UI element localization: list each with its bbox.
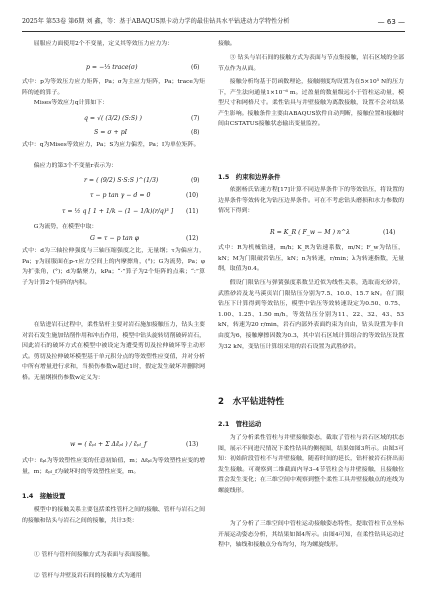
equation-12: G = τ − p tan φ: [90, 235, 139, 242]
equation-10: τ − p tan γ − d = 0: [90, 192, 151, 199]
section-heading-1-4: 1.4 接触设置: [22, 492, 66, 500]
header-citation: 2025年 第53卷 第6期 刘 鑫，等：基于ABAQUS黑卡动力学的最佳钻具水平钻进动力学特性分析: [22, 18, 290, 25]
equation-number-10: (10): [186, 192, 199, 199]
section-heading-2: 2 水平钻进特性: [218, 397, 285, 407]
paragraph-third-invariant: 偏应力的第3个不变量r表示为：: [33, 163, 117, 169]
paragraph-young-equation: 依据杨氏钻速方程[17]计算不同边界条件下的等效钻压，将设置的边界条件等效转化为钻压边界条件。可在不考虑钻头磨损和水力参数的情况下得到：: [218, 187, 404, 215]
equation-9: r = ( (9/2) S·S:S )^(1/3): [84, 177, 159, 184]
paragraph-eq13-definitions: 式中：ε̄ₚₗ为等效塑性应变的任意初始值，m；Δε̄ₚₗ为等效塑性应变的增量，m；ε̄ₚₗ_f为破坏时的等效塑性应变，m。: [22, 458, 205, 475]
paragraph-contact-2-cont: 接触。: [218, 41, 236, 47]
equation-14: R = K_R ( F_w − M ) n^λ: [270, 229, 351, 236]
equation-6: p = −⅓ trace(σ): [86, 64, 138, 71]
paragraph-eq14-definitions: 式中：R为机械钻速，m/h；K_R为钻速系数，m/N；F_w为钻压，kN；M为门限破岩钻压，kN；n为转速，r/min；λ为转速指数，无量纲，取值为0.4。: [218, 245, 404, 273]
equation-11: τ = ½ q [ 1 + 1/k − (1 − 1/k)(r/q)³ ]: [62, 208, 174, 215]
equation-number-6: (6): [191, 64, 200, 71]
paragraph-penalty: 接触分析均基于罚函数理论，接触刚度均设置为在5×10⁵ N的压力下，产生法向通量1×10⁻⁶ m。过盈量的数量级远小于管柱运动量，模型尺寸和网格尺寸。柔性钻具与井壁接触为离散接触，设置不会对结果产生影响。接触条件主要由ABAQUS软件自动判断，接触位置和接触时间由CSTATUS接触状态输出变量监控。: [218, 79, 404, 128]
paragraph-contact-intro: 模型中的接触关系主要包括柔性管杆之间的接触、管杆与岩石之间的接触和钻头与岩石之间的接触，共计3类：: [22, 507, 205, 524]
section-heading-1-5: 1.5 约束和边界条件: [218, 173, 281, 181]
paragraph-contact-3: ③ 钻头与岩石间的接触方式为表面与节点集接触，岩石区域的全部节点作为从面。: [218, 55, 404, 72]
paragraph-damage-model: 在钻进岩石过程中，柔性钻杆主要对岩石施加接触压力，钻头主要对岩石发生施加钻削作用和冲击作用，模型中钻头旋转切削破碎岩石，因此岩石的破坏方式在模型中被设定为遭受剪切及拉伸破坏等主动形式。剪切及拉伸破坏模型基于单元积分点的等效塑性应变值，并对分析中所有增量进行求和，当损伤参数w超过1时，假定发生破坏并删除网格。无量纲损伤参数w定义为：: [22, 322, 205, 381]
equation-7: q = √( (3/2) (S:S) ): [84, 115, 142, 122]
equation-8: S = σ + pI: [94, 129, 128, 136]
paragraph-eq12-definitions: 式中：d为三轴拉伸强度与三轴压缩强度之比，无量纲；τ为偏应力，Pa；γ为屈服面在p-τ应力空间上的内摩擦角，(°)；G为流势，Pa；φ为扩张角，(°)；d为黏聚力，kPa；“·”算子为2个矩阵的点乘；“:”算子为计算2个矩阵的内积。: [22, 248, 205, 286]
equation-number-8: (8): [191, 129, 200, 136]
equation-number-7: (7): [191, 115, 200, 122]
equation-13: w = ( ε̄ₚₗ + Σ Δε̄ₚₗ ) / ε̄ₚₗ_f: [70, 441, 147, 448]
paragraph-3d-motion: 为了分析了三维空间中管柱运动接触姿态特性，提取管柱节点坐标开展运动姿态分析，其结果如图4所示。由图4可知，在柔性钻具运动过程中，轴线和接触点分布均匀，均为螺旋线形。: [218, 521, 404, 549]
paragraph-yield-stress: 屈服应力面使用2个不变量，定义其等效压力应力为：: [33, 41, 174, 47]
running-header: [22, 17, 405, 32]
section-heading-2-1: 2.1 管柱运动: [218, 420, 262, 428]
paragraph-eq6-definitions: 式中：p为等效压力应力矩阵，Pa；σ为主应力矩阵，Pa；trace为矩阵的迹的算子。: [22, 79, 205, 96]
paragraph-contact-2: ② 管杆与井壁及岩石间的接触方式为通用: [33, 573, 142, 579]
equation-number-13: (13): [186, 441, 199, 448]
equation-number-11: (11): [186, 208, 199, 215]
paragraph-eq7-definitions: 式中：q为Mises等效应力，Pa；S为应力偏差，Pa；I为单位矩阵。: [22, 142, 200, 148]
paragraph-flow-potential: G为流势，在模型中取：: [33, 224, 98, 230]
paragraph-contact-1: ① 管杆与管杆间接触方式为表面与表面接触。: [33, 552, 154, 558]
paragraph-string-motion: 为了分析柔性管柱与井壁接触姿态，截取了管柱与岩石区域的状态图，展示不同进尺情况下柔性钻具的侧视图，结果如图3所示。由图3可知：初始阶段管柱不与井壁接触，随着时间的延长，钻杆被岩石挤出而发生接触。可观察到二维截面内导3–4节管柱会与井壁接触，且接触位置会发生变化；在三维空间中观察到整个柔性工具井壁接触点的连线为螺旋线形。: [218, 435, 404, 494]
equation-number-12: (12): [186, 235, 199, 242]
equation-number-9: (9): [191, 177, 200, 184]
paragraph-threshold-wob: 假设门限钻压与弹簧强度系数呈近似为线性关系，选取南充砂岩，武胜砂岩及龙马溪页岩门限钻压分别为7.5、10.0、15.7 kN。在门限钻压下计算得到等效钻压，模型中钻压等效转速设定为0.50、0.75、1.00、1.25、1.50 m/h，等效钻压分别为11、22、32、43、53 kN，转速为20 r/min，岩石内部外表面约束为自由，钻头设置为非自由度为6，接触摩擦因数为0.3，其中岩石区域计算组合的等效钻压设置为32 kN，变钻压计算组采用的岩石设置为武胜砂岩。: [218, 280, 404, 350]
paragraph-mises: Mises等效应力q计算如下：: [33, 100, 109, 106]
page-number: — 63 —: [377, 18, 405, 26]
equation-number-14: (14): [383, 229, 396, 236]
